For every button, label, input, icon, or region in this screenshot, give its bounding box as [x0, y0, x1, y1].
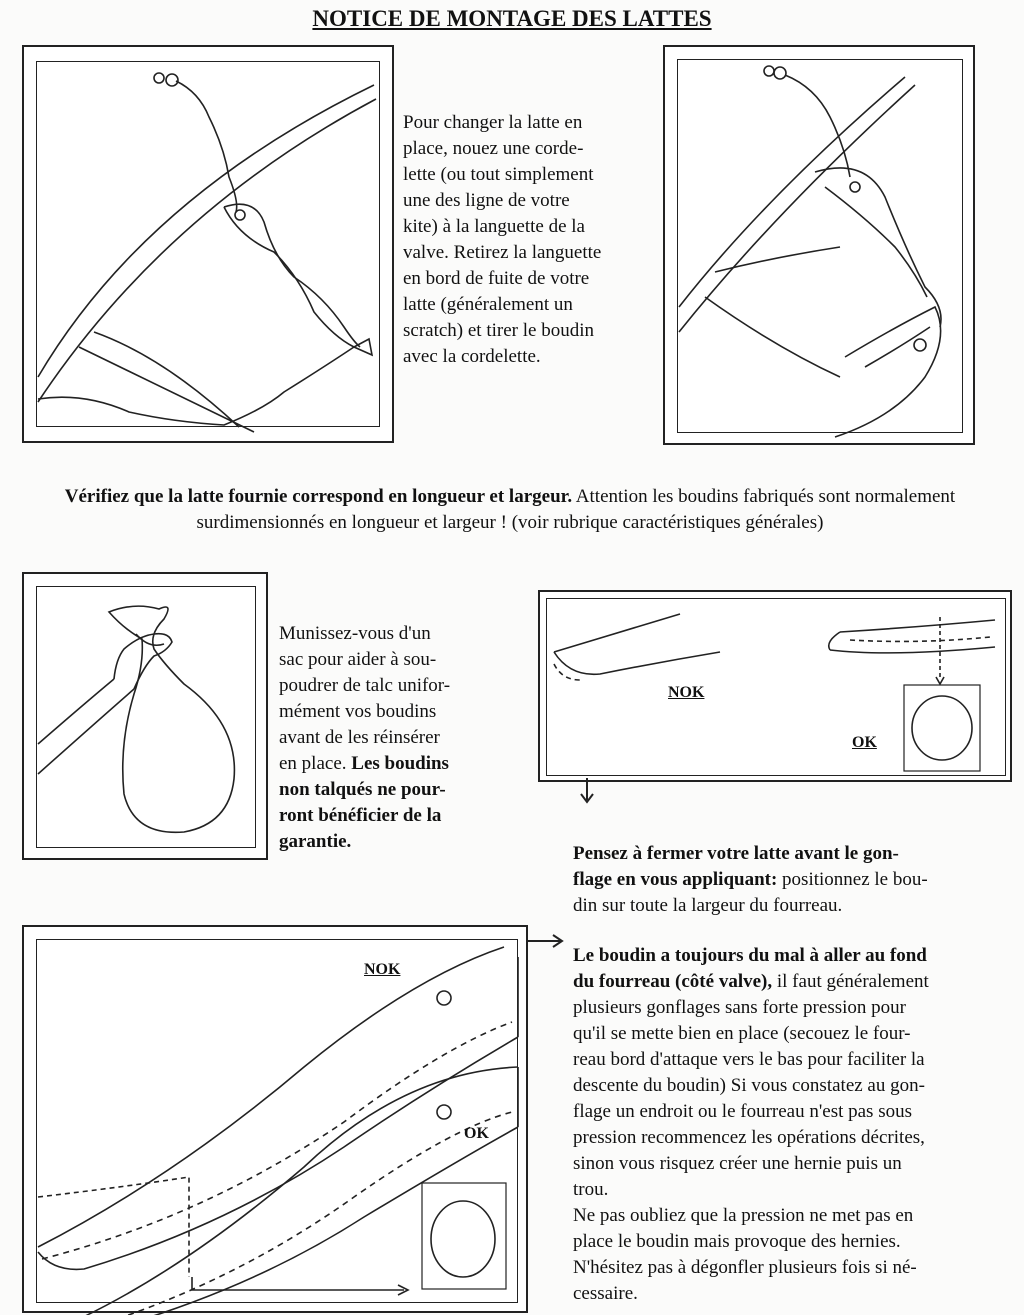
sleeve-instructions: [573, 917, 1013, 1307]
close-batten-drawing: [540, 592, 1014, 784]
arrow-right-icon: [527, 931, 567, 951]
figure-talc-bag: [22, 572, 268, 860]
close-batten-text: positionnez le bou- din sur toute la largeur du fourreau.: [573, 869, 928, 916]
check-size-bold: Vérifiez que la latte fournie correspond en longueur et largeur.: [64, 486, 573, 507]
talc-instructions: [279, 595, 519, 855]
talc-warning: Les boudins non talqués ne pour- ront bénéficier de la garantie.: [279, 753, 449, 852]
sleeve-bold: Le boudin a toujours du mal à aller au fond du fourreau (côté valve),: [573, 945, 927, 992]
figure-remove-batten: [663, 45, 975, 445]
remove-batten-drawing: [665, 47, 977, 447]
figure-close-batten: [538, 590, 1012, 782]
pull-batten-instructions: Pour changer la latte en place, nouez une corde- lette (ou tout simplement une des ligne de votre kite) à la languette de la valve. Retirez la languette en bord de fuite de votre latte (généralement un scratch) et tirer le boudin avec la cordelette.: [403, 112, 602, 367]
talc-bag-drawing: [24, 574, 270, 862]
sleeve-drawing: [24, 927, 530, 1315]
figure-pull-batten: [22, 45, 394, 443]
sleeve-nok-label: NOK: [364, 961, 401, 978]
page-title: NOTICE DE MONTAGE DES LATTES: [312, 6, 712, 31]
check-size-text: Attention les boudins fabriqués sont normalement surdimensionnés en longueur et largeur ! (voir rubrique caractéristiques générales): [196, 486, 956, 533]
check-size-note: [30, 484, 990, 536]
close-batten-instructions: [573, 815, 1013, 919]
sleeve-ok-label: OK: [464, 1125, 489, 1142]
close-batten-ok-label: OK: [852, 734, 877, 751]
talc-text: Munissez-vous d'un sac pour aider à sou- poudrer de talc unifor- mément vos boudins avant de les réinsérer en place.: [279, 623, 451, 774]
sleeve-text: il faut généralement plusieurs gonflages sans forte pression pour qu'il se mette bien en place (secouez le four- reau bord d'attaque vers le bas pour faciliter la descente du boudin) Si vous constatez au gon- flage un endroit ou le fourreau n'est pas sous pression recommencez les opérations décrites, sinon vous risquez créer une hernie puis un trou. Ne pas oubliez que la pression ne met pas en place le boudin mais provoque des hernies. N'hésitez pas à dégonfler plusieurs fois si né- cessaire.: [573, 971, 929, 1304]
figure-sleeve: [22, 925, 528, 1313]
arrow-down-icon: [577, 778, 597, 806]
close-batten-nok-label: NOK: [668, 684, 705, 701]
pull-batten-drawing: [24, 47, 396, 445]
close-batten-bold: Pensez à fermer votre latte avant le gon- flage en vous appliquant:: [573, 843, 899, 890]
